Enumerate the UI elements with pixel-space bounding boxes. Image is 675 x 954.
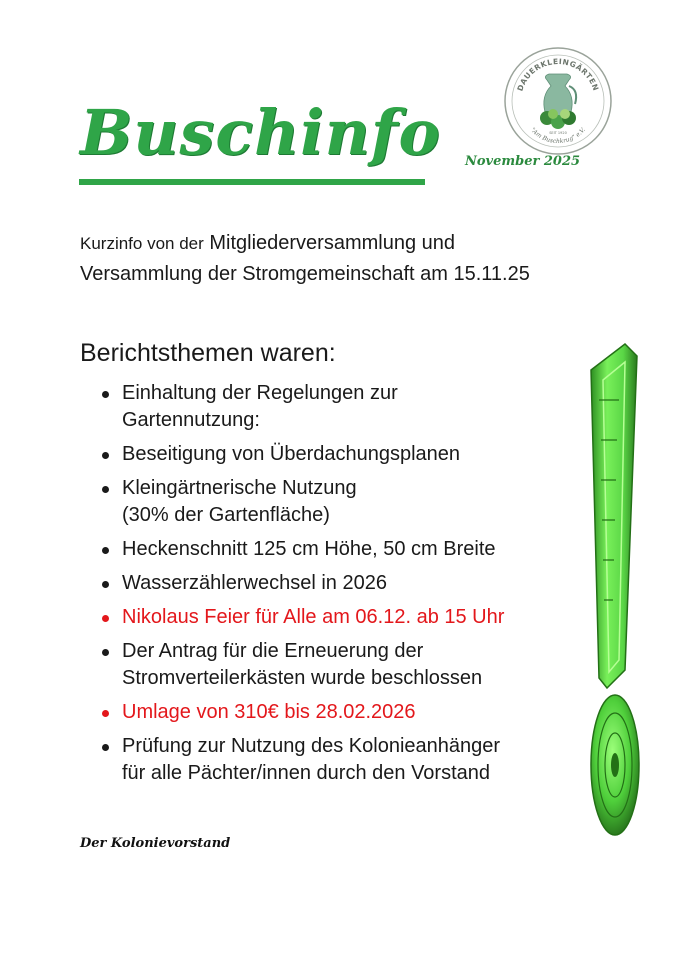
bullet-icon <box>102 581 109 588</box>
list-item: Kleingärtnerische Nutzung (30% der Gartenfläche) <box>100 475 580 529</box>
club-logo-icon <box>503 46 613 156</box>
bullet-icon <box>102 547 109 554</box>
issue-date: November 2025 <box>465 154 581 169</box>
list-item-highlight: Umlage von 310€ bis 28.02.2026 <box>100 699 580 726</box>
intro-rest: Mitgliederversammlung und Versammlung der Stromgemeinschaft am 15.11.25 <box>80 232 530 285</box>
intro-prefix: Kurzinfo von der <box>80 234 204 253</box>
title-underline <box>79 179 425 185</box>
exclamation-mark-icon <box>585 340 645 840</box>
list-item-highlight: Nikolaus Feier für Alle am 06.12. ab 15 Uhr <box>100 604 580 631</box>
bullet-icon <box>102 452 109 459</box>
signature: Der Kolonievorstand <box>80 836 231 851</box>
bullet-icon <box>102 710 109 717</box>
page-title: Buschinfo <box>80 96 441 169</box>
list-item: Einhaltung der Regelungen zur Gartennutzung: <box>100 380 580 434</box>
list-item: Prüfung zur Nutzung des Kolonieanhänger für alle Pächter/innen durch den Vorstand <box>100 733 580 787</box>
logo-top-text: DAUERKLEINGÄRTEN <box>515 56 601 93</box>
bullet-icon <box>102 486 109 493</box>
logo-bottom-text: "Am Buschkrug" e.V. <box>529 126 587 146</box>
bullet-icon <box>102 649 109 656</box>
topics-list <box>100 380 580 794</box>
list-item: Der Antrag für die Erneuerung der Stromverteilerkästen wurde beschlossen <box>100 638 580 692</box>
list-item: Heckenschnitt 125 cm Höhe, 50 cm Breite <box>100 536 580 563</box>
topics-heading: Berichtsthemen waren: <box>80 339 336 367</box>
logo-sect-text: SEIT 1920 <box>549 131 567 135</box>
bullet-icon <box>102 744 109 751</box>
list-item: Beseitigung von Überdachungsplanen <box>100 441 580 468</box>
intro-text <box>80 228 560 289</box>
list-item: Wasserzählerwechsel in 2026 <box>100 570 580 597</box>
bullet-icon <box>102 391 109 398</box>
bullet-icon <box>102 615 109 622</box>
